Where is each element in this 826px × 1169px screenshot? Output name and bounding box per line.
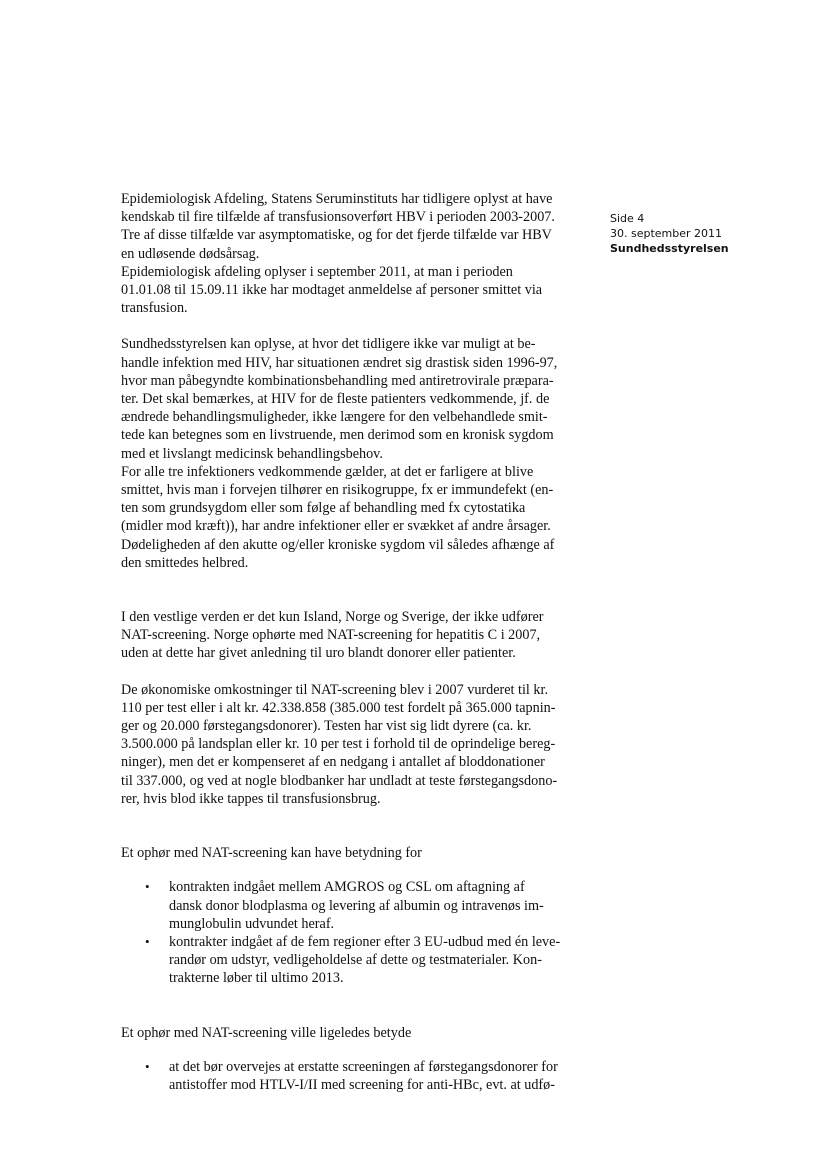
text-line: rer, hvis blod ikke tappes til transfusionsbrug. xyxy=(121,790,381,807)
paragraph-further-consequences: Et ophør med NAT-screening ville ligeledes betyde xyxy=(121,1024,412,1041)
paragraph-western-world xyxy=(121,608,581,663)
list-item xyxy=(145,878,581,933)
document-date: 30. september 2011 xyxy=(610,227,723,240)
text-line: dansk donor blodplasma og levering af albumin og intravenøs im- xyxy=(169,897,544,914)
paragraph-hiv xyxy=(121,335,581,572)
text-line: Sundhedsstyrelsen kan oplyse, at hvor det tidligere ikke var muligt at be- xyxy=(121,336,536,353)
text-line: (midler mod kræft)), har andre infektioner eller er svækket af andre årsager. xyxy=(121,518,551,535)
text-line: med et livslangt medicinsk behandlingsbehov. xyxy=(121,445,383,462)
text-line: Tre af disse tilfælde var asymptomatiske, og for det fjerde tilfælde var HBV xyxy=(121,227,552,244)
text-line: ger og 20.000 førstegangsdonorer). Testen har vist sig lidt dyrere (ca. kr. xyxy=(121,718,532,735)
text-line: ændrede behandlingsmuligheder, ikke længere for den velbehandlede smit- xyxy=(121,409,548,426)
organization-name: Sundhedsstyrelsen xyxy=(610,242,729,255)
text-line: Dødeligheden af den akutte og/eller kroniske sygdom vil således afhænge af xyxy=(121,536,555,553)
text-line: ninger), men det er kompenseret af en nedgang i antallet af bloddonationer xyxy=(121,754,545,771)
page-meta xyxy=(610,211,729,256)
text-line: 3.500.000 på landsplan eller kr. 10 per test i forhold til de oprindelige bereg- xyxy=(121,736,556,753)
text-line: randør om udstyr, vedligeholdelse af dette og testmaterialer. Kon- xyxy=(169,952,542,969)
text-line: kontrakten indgået mellem AMGROS og CSL om aftagning af xyxy=(169,879,525,896)
text-line: Epidemiologisk Afdeling, Statens Seruminstituts har tidligere oplyst at have xyxy=(121,191,553,207)
document-body xyxy=(121,190,581,1094)
bullet-icon: • xyxy=(145,1058,150,1074)
text-line: at det bør overvejes at erstatte screeningen af førstegangsdonorer for xyxy=(169,1058,558,1075)
bullet-icon: • xyxy=(145,879,150,895)
text-line: smittet, hvis man i forvejen tilhører en risikogruppe, fx er immundefekt (en- xyxy=(121,482,554,499)
bullet-icon: • xyxy=(145,933,150,949)
paragraph-hbv xyxy=(121,190,581,317)
list-item xyxy=(145,933,581,988)
text-line: ten som grundsygdom eller som følge af behandling med fx cytostatika xyxy=(121,500,526,517)
text-line: 01.01.08 til 15.09.11 ikke har modtaget anmeldelse af personer smittet via xyxy=(121,282,543,299)
bullet-list-further xyxy=(121,1058,581,1094)
text-line: hvor man påbegyndte kombinationsbehandling med antiretrovirale præpara- xyxy=(121,372,554,389)
text-line: trakterne løber til ultimo 2013. xyxy=(169,970,344,987)
text-line: transfusion. xyxy=(121,300,188,317)
paragraph-consequences-intro: Et ophør med NAT-screening kan have betydning for xyxy=(121,845,422,862)
text-line: Epidemiologisk afdeling oplyser i september 2011, at man i perioden xyxy=(121,263,513,280)
text-line: munglobulin udvundet heraf. xyxy=(169,915,335,932)
text-line: den smittedes helbred. xyxy=(121,554,249,571)
text-line: ter. Det skal bemærkes, at HIV for de fleste patienters vedkommende, jf. de xyxy=(121,391,550,408)
text-line: en udløsende dødsårsag. xyxy=(121,245,260,262)
text-line: kendskab til fire tilfælde af transfusionsoverført HBV i perioden 2003-2007. xyxy=(121,209,555,226)
list-item xyxy=(145,1058,581,1094)
text-line: til 337.000, og ved at nogle blodbanker har undladt at teste førstegangsdono- xyxy=(121,772,558,789)
bullet-list-consequences xyxy=(121,878,581,987)
text-line: handle infektion med HIV, har situationen ændret sig drastisk siden 1996-97, xyxy=(121,354,558,371)
text-line: For alle tre infektioners vedkommende gælder, at det er farligere at blive xyxy=(121,463,534,480)
page-number: Side 4 xyxy=(610,212,645,225)
text-line: uden at dette har givet anledning til uro blandt donorer eller patienter. xyxy=(121,645,516,662)
text-line: antistoffer mod HTLV-I/II med screening for anti-HBc, evt. at udfø- xyxy=(169,1076,555,1093)
text-line: De økonomiske omkostninger til NAT-screening blev i 2007 vurderet til kr. xyxy=(121,681,549,698)
text-line: 110 per test eller i alt kr. 42.338.858 (385.000 test fordelt på 365.000 tapnin- xyxy=(121,699,556,716)
text-line: tede kan betegnes som en livstruende, men derimod som en kronisk sygdom xyxy=(121,427,554,444)
text-line: NAT-screening. Norge ophørte med NAT-screening for hepatitis C i 2007, xyxy=(121,627,541,644)
text-line: kontrakter indgået af de fem regioner efter 3 EU-udbud med én leve- xyxy=(169,933,561,950)
text-line: I den vestlige verden er det kun Island, Norge og Sverige, der ikke udfører xyxy=(121,609,544,626)
paragraph-costs xyxy=(121,681,581,808)
